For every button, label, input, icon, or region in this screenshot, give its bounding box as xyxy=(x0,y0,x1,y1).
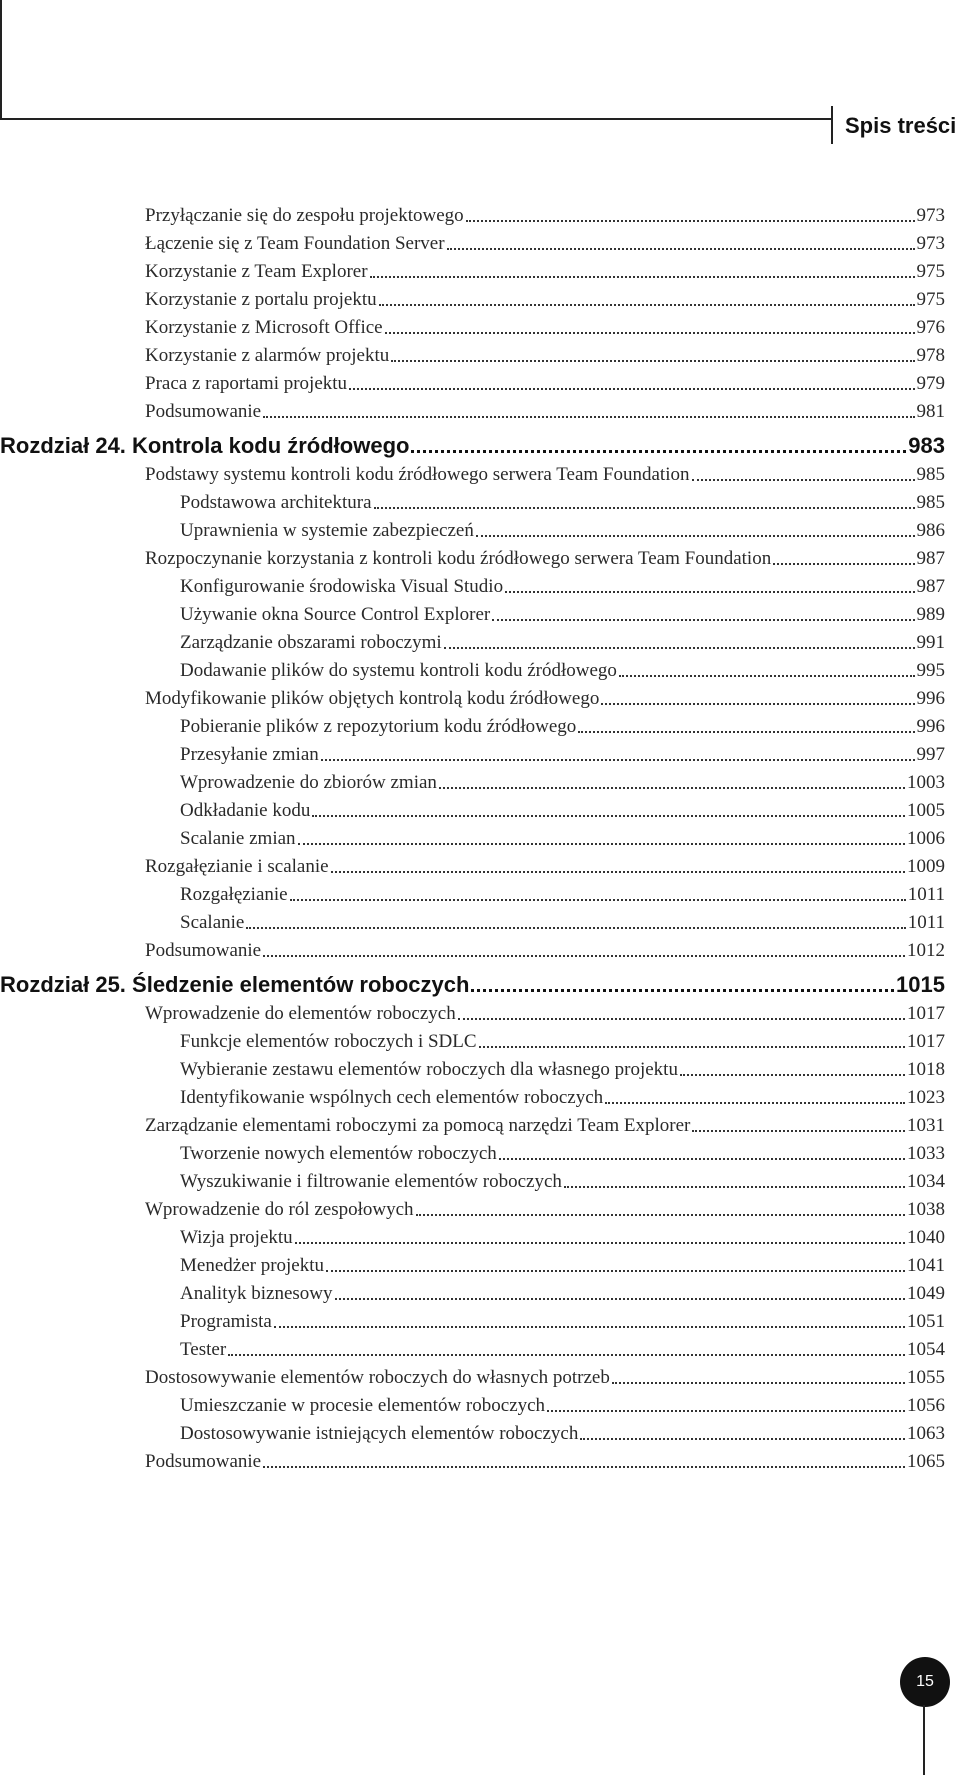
toc-entry xyxy=(180,576,945,598)
toc-entry-title: Scalanie xyxy=(180,912,245,933)
toc-entry-page: 1017 xyxy=(907,1031,945,1052)
dot-leader xyxy=(263,416,914,418)
toc-entry xyxy=(180,1227,945,1249)
toc-entry-title: Rozgałęzianie i scalanie xyxy=(145,856,329,877)
page-title: Spis treści xyxy=(845,113,957,138)
toc-entry-page: 995 xyxy=(916,660,945,681)
dot-leader xyxy=(605,1102,905,1104)
toc-entry xyxy=(145,205,945,227)
toc-entry-title: Zarządzanie obszarami roboczymi xyxy=(180,632,442,653)
toc-entry-title: Korzystanie z portalu projektu xyxy=(145,289,377,310)
dot-leader xyxy=(492,619,914,621)
toc-entry-page: 1015 xyxy=(896,972,945,997)
toc-entry-page: 1023 xyxy=(907,1087,945,1108)
toc-entry xyxy=(180,828,945,850)
dot-leader xyxy=(374,507,915,509)
dot-leader xyxy=(228,1354,905,1356)
dot-leader xyxy=(479,1046,905,1048)
toc-entry-title: Przesyłanie zmian xyxy=(180,744,319,765)
toc-entry-page: 996 xyxy=(916,716,945,737)
toc-entry-title: Rozpoczynanie korzystania z kontroli kodu źródłowego serwera Team Foundation xyxy=(145,548,772,569)
dot-leader xyxy=(612,1382,905,1384)
toc-entry xyxy=(145,548,945,570)
toc-entry xyxy=(145,464,945,486)
page-number-badge xyxy=(900,1657,950,1707)
toc-entry-page: 973 xyxy=(916,205,945,226)
toc-entry-title: Korzystanie z Microsoft Office xyxy=(145,317,383,338)
dot-leader xyxy=(619,675,915,677)
toc-entry-page: 1034 xyxy=(907,1171,945,1192)
toc-entry xyxy=(180,520,945,542)
toc-entry xyxy=(145,373,945,395)
toc-entry xyxy=(180,1059,945,1081)
dot-leader xyxy=(680,1074,905,1076)
toc-entry-title: Konfigurowanie środowiska Visual Studio xyxy=(180,576,504,597)
toc-entry-title: Podsumowanie xyxy=(145,1451,262,1472)
toc-entry xyxy=(145,1115,945,1137)
toc-entry-title: Przyłączanie się do zespołu projektowego xyxy=(145,205,464,226)
dot-leader xyxy=(505,591,914,593)
toc-entry xyxy=(145,1199,945,1221)
toc-entry xyxy=(180,1171,945,1193)
toc-entry-title: Tworzenie nowych elementów roboczych xyxy=(180,1143,497,1164)
dot-leader xyxy=(439,787,905,789)
toc-entry xyxy=(180,744,945,766)
toc-entry xyxy=(145,289,945,311)
toc-entry-title: Wprowadzenie do zbiorów zmian xyxy=(180,772,437,793)
frame-left-rule xyxy=(0,0,2,120)
toc-entry-title: Wybieranie zestawu elementów roboczych dla własnego projektu xyxy=(180,1059,678,1080)
toc-entry xyxy=(145,317,945,339)
dot-leader xyxy=(321,759,915,761)
toc-entry-title: Dostosowywanie istniejących elementów roboczych xyxy=(180,1423,579,1444)
toc-entry-page: 1041 xyxy=(907,1255,945,1276)
dot-leader xyxy=(263,1466,905,1468)
toc-entry-title: Podsumowanie xyxy=(145,401,262,422)
toc-entry-title: Odkładanie kodu xyxy=(180,800,311,821)
toc-entry-page: 985 xyxy=(916,492,945,513)
dot-leader xyxy=(385,332,915,334)
toc-entry-page: 981 xyxy=(916,401,945,422)
toc-entry xyxy=(180,1255,945,1277)
toc-entry-page: 1011 xyxy=(907,884,945,905)
toc-entry xyxy=(180,660,945,682)
frame-top-rule xyxy=(0,118,833,120)
toc-entry-title: Rozdział 25. Śledzenie elementów roboczych xyxy=(0,972,470,997)
toc-entry xyxy=(145,345,945,367)
toc-entry-page: 1017 xyxy=(907,1003,945,1024)
toc-entry xyxy=(180,800,945,822)
toc-chapter-entry xyxy=(0,972,945,998)
toc-entry-title: Używanie okna Source Control Explorer xyxy=(180,604,491,625)
toc-entry-title: Pobieranie plików z repozytorium kodu źródłowego xyxy=(180,716,577,737)
dot-leader xyxy=(547,1410,905,1412)
toc-entry-title: Wyszukiwanie i filtrowanie elementów roboczych xyxy=(180,1171,562,1192)
toc-entry xyxy=(145,1003,945,1025)
toc-entry-title: Wizja projektu xyxy=(180,1227,293,1248)
toc-entry xyxy=(180,1031,945,1053)
dot-leader xyxy=(601,703,914,705)
toc-entry-page: 1003 xyxy=(907,772,945,793)
header-divider xyxy=(831,106,833,144)
toc-entry-title: Uprawnienia w systemie zabezpieczeń xyxy=(180,520,474,541)
page-frame-corner xyxy=(0,0,5,120)
toc-entry-page: 975 xyxy=(916,261,945,282)
toc-entry-page: 1056 xyxy=(907,1395,945,1416)
toc-entry-title: Korzystanie z alarmów projektu xyxy=(145,345,390,366)
dot-leader xyxy=(263,955,905,957)
toc-entry-title: Identyfikowanie wspólnych cech elementów roboczych xyxy=(180,1087,604,1108)
toc-entry xyxy=(145,1367,945,1389)
dot-leader xyxy=(349,388,914,390)
dot-leader xyxy=(580,1438,905,1440)
toc-entry xyxy=(145,261,945,283)
toc-entry-title: Praca z raportami projektu xyxy=(145,373,348,394)
dot-leader xyxy=(458,1018,905,1020)
toc-entry-page: 975 xyxy=(916,289,945,310)
toc-chapter-entry xyxy=(0,433,945,459)
toc-entry xyxy=(180,912,945,934)
toc-entry-page: 996 xyxy=(916,688,945,709)
toc-entry xyxy=(145,401,945,423)
toc-entry-title: Analityk biznesowy xyxy=(180,1283,333,1304)
toc-entry xyxy=(180,772,945,794)
toc-entry xyxy=(180,492,945,514)
toc-entry-page: 1033 xyxy=(907,1143,945,1164)
dot-leader xyxy=(447,248,915,250)
toc-entry-title: Modyfikowanie plików objętych kontrolą kodu źródłowego xyxy=(145,688,600,709)
toc-entry xyxy=(180,884,945,906)
dot-leader xyxy=(471,989,894,992)
toc-entry-page: 973 xyxy=(916,233,945,254)
toc-entry-title: Łączenie się z Team Foundation Server xyxy=(145,233,445,254)
dot-leader xyxy=(411,450,906,453)
toc-entry-page: 1018 xyxy=(907,1059,945,1080)
page-number-stem xyxy=(923,1705,925,1775)
toc-entry-page: 1051 xyxy=(907,1311,945,1332)
dot-leader xyxy=(379,304,915,306)
dot-leader xyxy=(331,871,905,873)
toc-entry-page: 1038 xyxy=(907,1199,945,1220)
dot-leader xyxy=(274,1326,905,1328)
toc-entry-title: Wprowadzenie do ról zespołowych xyxy=(145,1199,414,1220)
toc-entry-title: Programista xyxy=(180,1311,272,1332)
dot-leader xyxy=(773,563,914,565)
toc-entry-page: 983 xyxy=(908,433,945,458)
toc-entry-title: Rozdział 24. Kontrola kodu źródłowego xyxy=(0,433,410,458)
toc-entry xyxy=(180,716,945,738)
toc-entry-page: 1006 xyxy=(907,828,945,849)
dot-leader xyxy=(298,843,905,845)
toc-entry-page: 1011 xyxy=(907,912,945,933)
dot-leader xyxy=(499,1158,905,1160)
toc-entry-title: Wprowadzenie do elementów roboczych xyxy=(145,1003,456,1024)
dot-leader xyxy=(466,220,915,222)
toc-entry-page: 976 xyxy=(916,317,945,338)
toc-entry-page: 1031 xyxy=(907,1115,945,1136)
toc-entry-title: Podstawy systemu kontroli kodu źródłowego serwera Team Foundation xyxy=(145,464,690,485)
dot-leader xyxy=(444,647,915,649)
dot-leader xyxy=(370,276,915,278)
toc-entry-title: Rozgałęzianie xyxy=(180,884,288,905)
toc-entry xyxy=(180,604,945,626)
toc-entry-title: Podstawowa architektura xyxy=(180,492,372,513)
toc-entry-title: Korzystanie z Team Explorer xyxy=(145,261,368,282)
toc-entry xyxy=(180,1283,945,1305)
toc-entry-title: Podsumowanie xyxy=(145,940,262,961)
toc-entry xyxy=(145,856,945,878)
toc-entry xyxy=(180,1087,945,1109)
toc-entry xyxy=(145,940,945,962)
toc-entry-title: Menedżer projektu xyxy=(180,1255,325,1276)
dot-leader xyxy=(692,479,915,481)
page-number: 15 xyxy=(916,1673,934,1690)
dot-leader xyxy=(335,1298,905,1300)
toc-entry-title: Tester xyxy=(180,1339,227,1360)
toc-entry-title: Umieszczanie w procesie elementów roboczych xyxy=(180,1395,546,1416)
dot-leader xyxy=(246,927,905,929)
toc-entry-title: Funkcje elementów roboczych i SDLC xyxy=(180,1031,477,1052)
dot-leader xyxy=(290,899,906,901)
toc-entry-page: 985 xyxy=(916,464,945,485)
toc-entry-page: 1054 xyxy=(907,1339,945,1360)
dot-leader xyxy=(692,1130,905,1132)
toc-entry xyxy=(180,1143,945,1165)
toc-entry xyxy=(180,632,945,654)
toc-entry-page: 979 xyxy=(916,373,945,394)
dot-leader xyxy=(312,815,905,817)
toc-entry xyxy=(145,688,945,710)
toc-entry-page: 1055 xyxy=(907,1367,945,1388)
dot-leader xyxy=(416,1214,905,1216)
toc-entry-title: Dostosowywanie elementów roboczych do własnych potrzeb xyxy=(145,1367,610,1388)
toc-entry-page: 1005 xyxy=(907,800,945,821)
dot-leader xyxy=(326,1270,905,1272)
dot-leader xyxy=(476,535,915,537)
toc-entry-title: Dodawanie plików do systemu kontroli kodu źródłowego xyxy=(180,660,617,681)
toc-entry-page: 1065 xyxy=(907,1451,945,1472)
toc-entry-page: 978 xyxy=(916,345,945,366)
toc-entry-page: 986 xyxy=(916,520,945,541)
toc-entry-page: 1040 xyxy=(907,1227,945,1248)
toc-entry xyxy=(180,1339,945,1361)
toc-entry xyxy=(145,233,945,255)
toc-entry xyxy=(180,1423,945,1445)
toc-entry-page: 1063 xyxy=(907,1423,945,1444)
toc-entry-page: 987 xyxy=(916,548,945,569)
toc-entry-page: 987 xyxy=(916,576,945,597)
dot-leader xyxy=(295,1242,905,1244)
toc-entry-page: 1012 xyxy=(907,940,945,961)
dot-leader xyxy=(391,360,914,362)
toc-entry-page: 1049 xyxy=(907,1283,945,1304)
toc-entry xyxy=(145,1451,945,1473)
toc-entry-page: 1009 xyxy=(907,856,945,877)
toc-entry xyxy=(180,1395,945,1417)
toc-entry-page: 991 xyxy=(916,632,945,653)
toc-entry-title: Scalanie zmian xyxy=(180,828,296,849)
toc-entry-page: 997 xyxy=(916,744,945,765)
dot-leader xyxy=(564,1186,905,1188)
toc-entry-page: 989 xyxy=(916,604,945,625)
dot-leader xyxy=(578,731,914,733)
toc-entry xyxy=(180,1311,945,1333)
toc-entry-title: Zarządzanie elementami roboczymi za pomocą narzędzi Team Explorer xyxy=(145,1115,691,1136)
